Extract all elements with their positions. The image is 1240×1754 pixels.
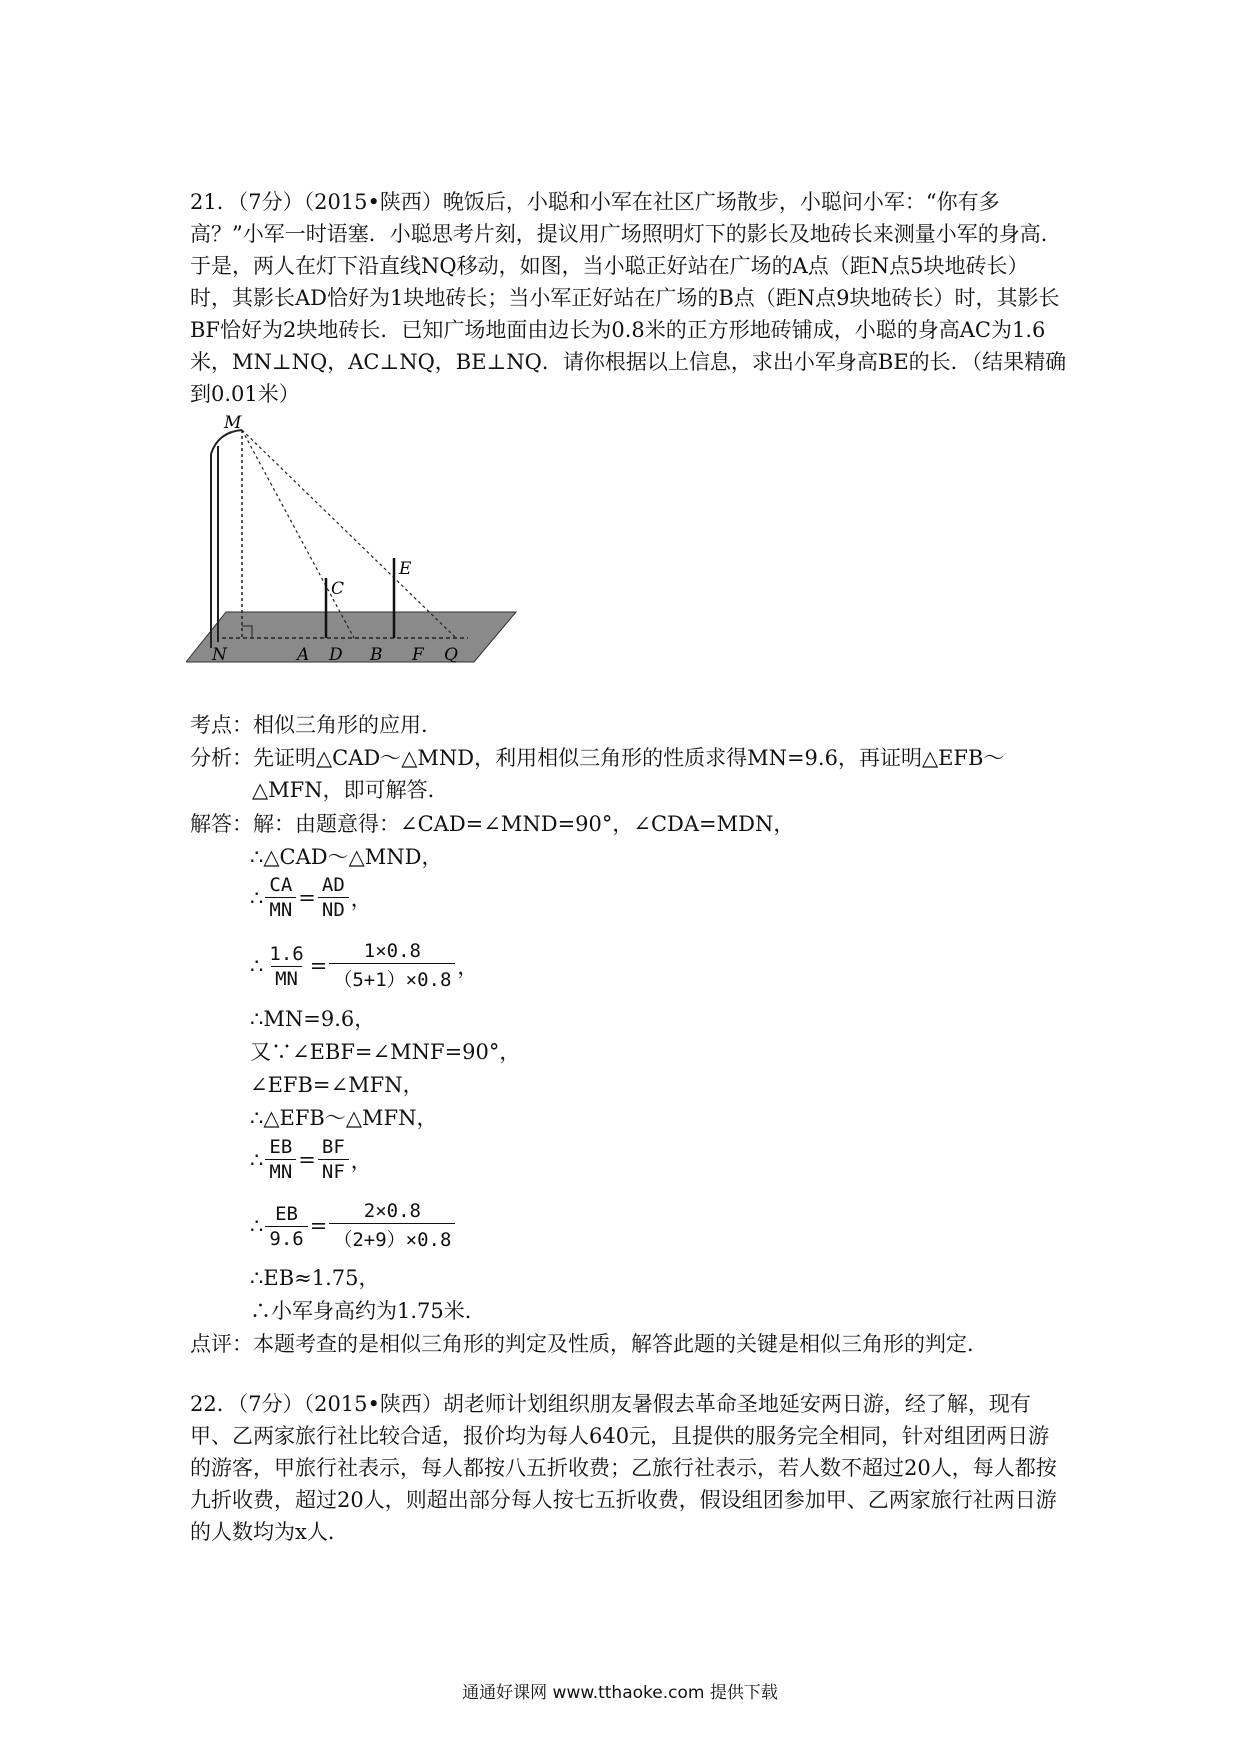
label-e: E xyxy=(399,559,412,579)
label-q: Q xyxy=(444,645,458,665)
fraction-eq-1: ∴ $\frac{CA}{MN}$ = $\frac{AD}{ND}$ ， xyxy=(250,874,372,921)
label-n: N xyxy=(212,645,227,665)
label-m: M xyxy=(224,413,242,433)
label-b: B xyxy=(370,645,383,665)
jieda-line-1: 解答：解：由题意得：∠CAD=∠MND=90°，∠CDA=MDN， xyxy=(190,812,795,836)
fenxi-line-1: 分析：先证明△CAD～△MND，利用相似三角形的性质求得MN=9.6，再证明△EFB～ xyxy=(190,746,1005,770)
step-2: ∴MN=9.6， xyxy=(250,1007,376,1031)
fraction-eq-4: ∴ $\frac{EB}{9.6}$ = $\frac{2\times 0.8}{(2+9)\times 0.8}$ xyxy=(250,1200,457,1252)
label-f: F xyxy=(412,645,424,665)
step-4: ∠EFB=∠MFN， xyxy=(250,1073,424,1097)
fraction-eq-3: ∴ $\frac{EB}{MN}$ = $\frac{BF}{NF}$ ， xyxy=(250,1136,372,1183)
label-c: C xyxy=(331,579,345,599)
line-md xyxy=(242,430,354,638)
dianping: 点评：本题考查的是相似三角形的判定及性质，解答此题的关键是相似三角形的判定． xyxy=(190,1332,988,1356)
geometry-figure xyxy=(186,410,526,670)
ground-plane xyxy=(186,612,516,662)
question-21-text: 21．（7分）（2015•陕西）晚饭后，小聪和小军在社区广场散步，小聪问小军：“你有多高？”小军一时语塞．小聪思考片刻，提议用广场照明灯下的影长及地砖长来测量小军的身高．于是，两人在灯下沿直线NQ移动，如图，当小聪正好站在广场的A点（距N点5块地砖长）时，其影长AD恰好为1块地砖长；当小军正好站在广场的B点（距N点9块地砖长）时，其影长BF恰好为2块地砖长．已知广场地面由边长为0.8米的正方形地砖铺成，小聪的身高AC为1.6米，MN⊥NQ，AC⊥NQ，BE⊥NQ．请你根据以上信息，求出小军身高BE的长．（结果精确到0.01米） xyxy=(190,190,1067,406)
fenxi-line-2: △MFN，即可解答． xyxy=(252,778,449,802)
page-footer: 通通好课网 www.tthaoke.com 提供下载 xyxy=(462,1683,778,1703)
step-7: ∴小军身高约为1.75米． xyxy=(250,1299,486,1323)
label-d: D xyxy=(329,645,343,665)
fraction-eq-2: ∴ $\frac{1.6}{MN}$ = $\frac{1\times 0.8}{(5+1)\times 0.8}$ ， xyxy=(250,940,479,991)
step-6: ∴EB≈1.75， xyxy=(250,1266,380,1290)
line-mf xyxy=(242,430,456,638)
step-1: ∴△CAD～△MND， xyxy=(250,845,443,869)
question-22-text: 22．（7分）（2015•陕西）胡老师计划组织朋友暑假去革命圣地延安两日游，经了解，现有甲、乙两家旅行社比较合适，报价均为每人640元，且提供的服务完全相同，针对组团两日游的游客，甲旅行社表示，每人都按八五折收费；乙旅行社表示，若人数不超过20人，每人都按九折收费，超过20人，则超出部分每人按七五折收费，假设组团参加甲、乙两家旅行社两日游的人数均为x人． xyxy=(190,1392,1057,1544)
step-3: 又∵∠EBF=∠MNF=90°， xyxy=(250,1040,521,1064)
step-5: ∴△EFB～△MFN， xyxy=(250,1106,438,1130)
label-a: A xyxy=(297,645,310,665)
kaodian: 考点：相似三角形的应用． xyxy=(190,713,442,737)
